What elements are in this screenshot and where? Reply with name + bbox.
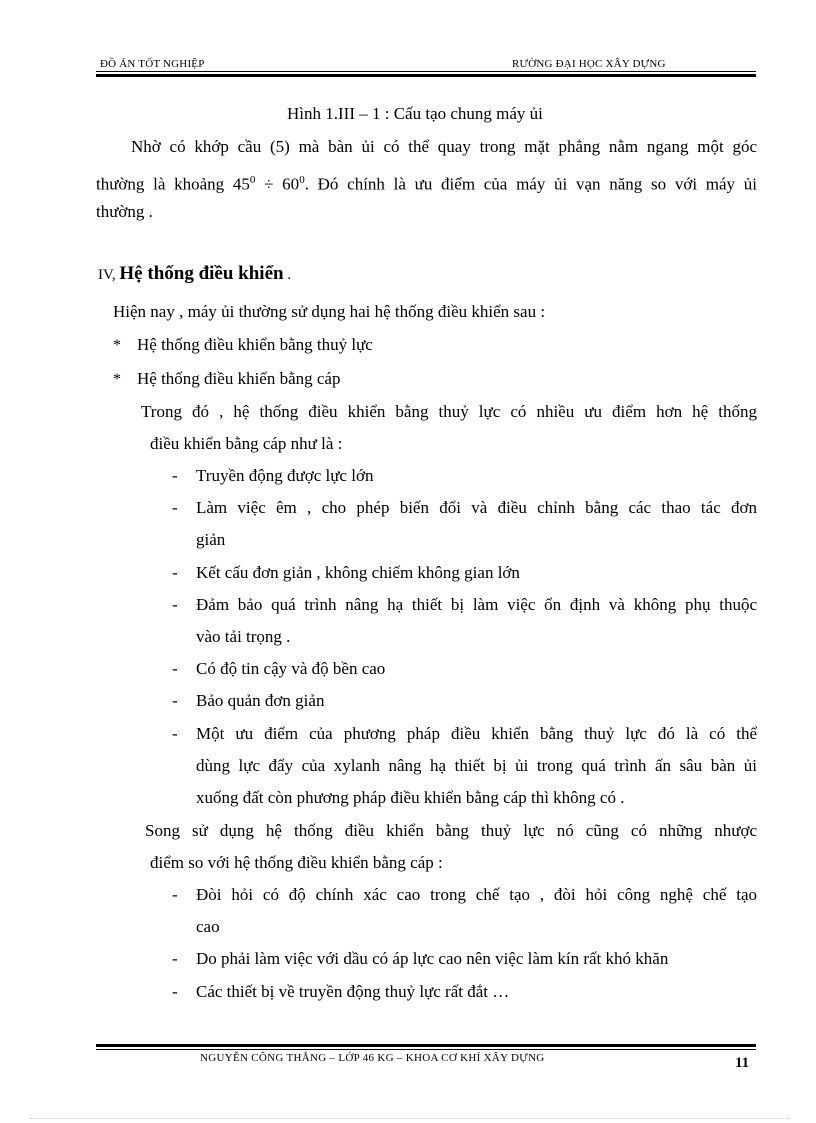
dash-marker: - bbox=[172, 466, 178, 485]
dash-marker: - bbox=[172, 498, 178, 517]
dash-marker: - bbox=[172, 595, 178, 614]
intro-text: Hiện nay , máy ủi thường sử dụng hai hệ thống điều khiển sau : bbox=[113, 302, 546, 321]
paragraph-3-line-1: Song sử dụng hệ thống điều khiển bằng thuỷ lực nó cũng có những nhược bbox=[145, 821, 757, 840]
paragraph-3-line-2: điểm so với hệ thống điều khiển bằng cáp : bbox=[150, 853, 443, 872]
paragraph-1-line-2 bbox=[96, 170, 757, 195]
dash-marker: - bbox=[172, 724, 178, 743]
header-rule-thin bbox=[96, 71, 756, 72]
bullet-item: Hệ thống điều khiển bằng cáp bbox=[137, 369, 341, 388]
dash-marker: - bbox=[172, 659, 178, 678]
figure-caption: Hình 1.III – 1 : Cấu tạo chung máy ủi bbox=[287, 104, 543, 123]
advantage-item: Một ưu điểm của phương pháp điều khiển bằng thuỷ lực đó là có thể bbox=[196, 724, 757, 743]
disadvantage-item-continuation: cao bbox=[196, 917, 220, 936]
superscript-degree-1: 0 bbox=[249, 174, 256, 186]
section-heading bbox=[98, 264, 291, 285]
advantage-item: Truyền động được lực lớn bbox=[196, 466, 374, 485]
footer-rule-thin bbox=[96, 1049, 756, 1050]
section-title: Hệ thống điều khiển bbox=[119, 263, 284, 284]
disadvantage-item: Đòi hỏi có độ chính xác cao trong chế tạo , đòi hỏi công nghệ chế tạo bbox=[196, 885, 757, 904]
header-left-title: ĐỒ ÁN TỐT NGHIỆP bbox=[100, 58, 205, 70]
advantage-item-continuation: dùng lực đẩy của xylanh nâng hạ thiết bị ủi trong quá trình ấn sâu bàn ủi bbox=[196, 756, 757, 775]
bullet-marker: * bbox=[113, 337, 121, 354]
dash-marker: - bbox=[172, 691, 178, 710]
advantage-item-continuation: vào tải trọng . bbox=[196, 627, 291, 646]
header-rule-thick bbox=[96, 74, 756, 77]
dash-marker: - bbox=[172, 885, 178, 904]
footer-rule-thick bbox=[96, 1044, 756, 1047]
paragraph-2-line-1: Trong đó , hệ thống điều khiển bằng thuỷ lực có nhiều ưu điểm hơn hệ thống bbox=[141, 402, 757, 421]
section-trail: . bbox=[283, 267, 292, 283]
header-right-title: RƯỜNG ĐẠI HỌC XÂY DỰNG bbox=[512, 58, 666, 70]
advantage-item-continuation: xuống đất còn phương pháp điều khiển bằng cáp thì không có . bbox=[196, 788, 625, 807]
dash-marker: - bbox=[172, 949, 178, 968]
advantage-item: Đảm bảo quá trình nâng hạ thiết bị làm việc ổn định và không phụ thuộc bbox=[196, 595, 757, 614]
paragraph-1-line-3: thường . bbox=[96, 202, 153, 221]
advantage-item: Có độ tin cậy và độ bền cao bbox=[196, 659, 386, 678]
superscript-degree-2: 0 bbox=[299, 174, 305, 186]
paragraph-1-text-c: . Đó chính là ưu điểm của máy ủi vạn năng so với máy ủi bbox=[304, 174, 758, 194]
paragraph-2-line-2: điều khiển bằng cáp như là : bbox=[150, 434, 343, 453]
disadvantage-item: Các thiết bị về truyền động thuỷ lực rất đắt … bbox=[196, 982, 510, 1001]
section-number: IV, bbox=[98, 267, 120, 283]
paragraph-1-line-1: Nhờ có khớp cầu (5) mà bàn ủi có thể quay trong mặt phẳng nằm ngang một góc bbox=[131, 137, 757, 156]
advantage-item: Kết cấu đơn giản , không chiếm không gian lớn bbox=[196, 563, 520, 582]
dash-marker: - bbox=[172, 982, 178, 1001]
page-bottom-dotted-line bbox=[30, 1118, 790, 1119]
paragraph-1-text-a: thường là khoảng 45 bbox=[96, 174, 250, 194]
advantage-item: Bảo quản đơn giản bbox=[196, 691, 325, 710]
dash-marker: - bbox=[172, 563, 178, 582]
paragraph-1-text-b: ÷ 60 bbox=[255, 174, 300, 194]
bullet-item: Hệ thống điều khiển bằng thuỷ lực bbox=[137, 335, 373, 354]
disadvantage-item: Do phải làm việc với dầu có áp lực cao nên việc làm kín rất khó khăn bbox=[196, 949, 669, 968]
bullet-marker: * bbox=[113, 371, 121, 388]
page-number: 11 bbox=[735, 1055, 750, 1071]
advantage-item-continuation: giản bbox=[196, 530, 226, 549]
advantage-item: Làm việc êm , cho phép biến đổi và điều chỉnh bằng các thao tác đơn bbox=[196, 498, 757, 517]
footer-author-line: NGUYỄN CÔNG THẮNG – LỚP 46 KG – KHOA CƠ KHÍ XÂY DỰNG bbox=[200, 1052, 545, 1064]
